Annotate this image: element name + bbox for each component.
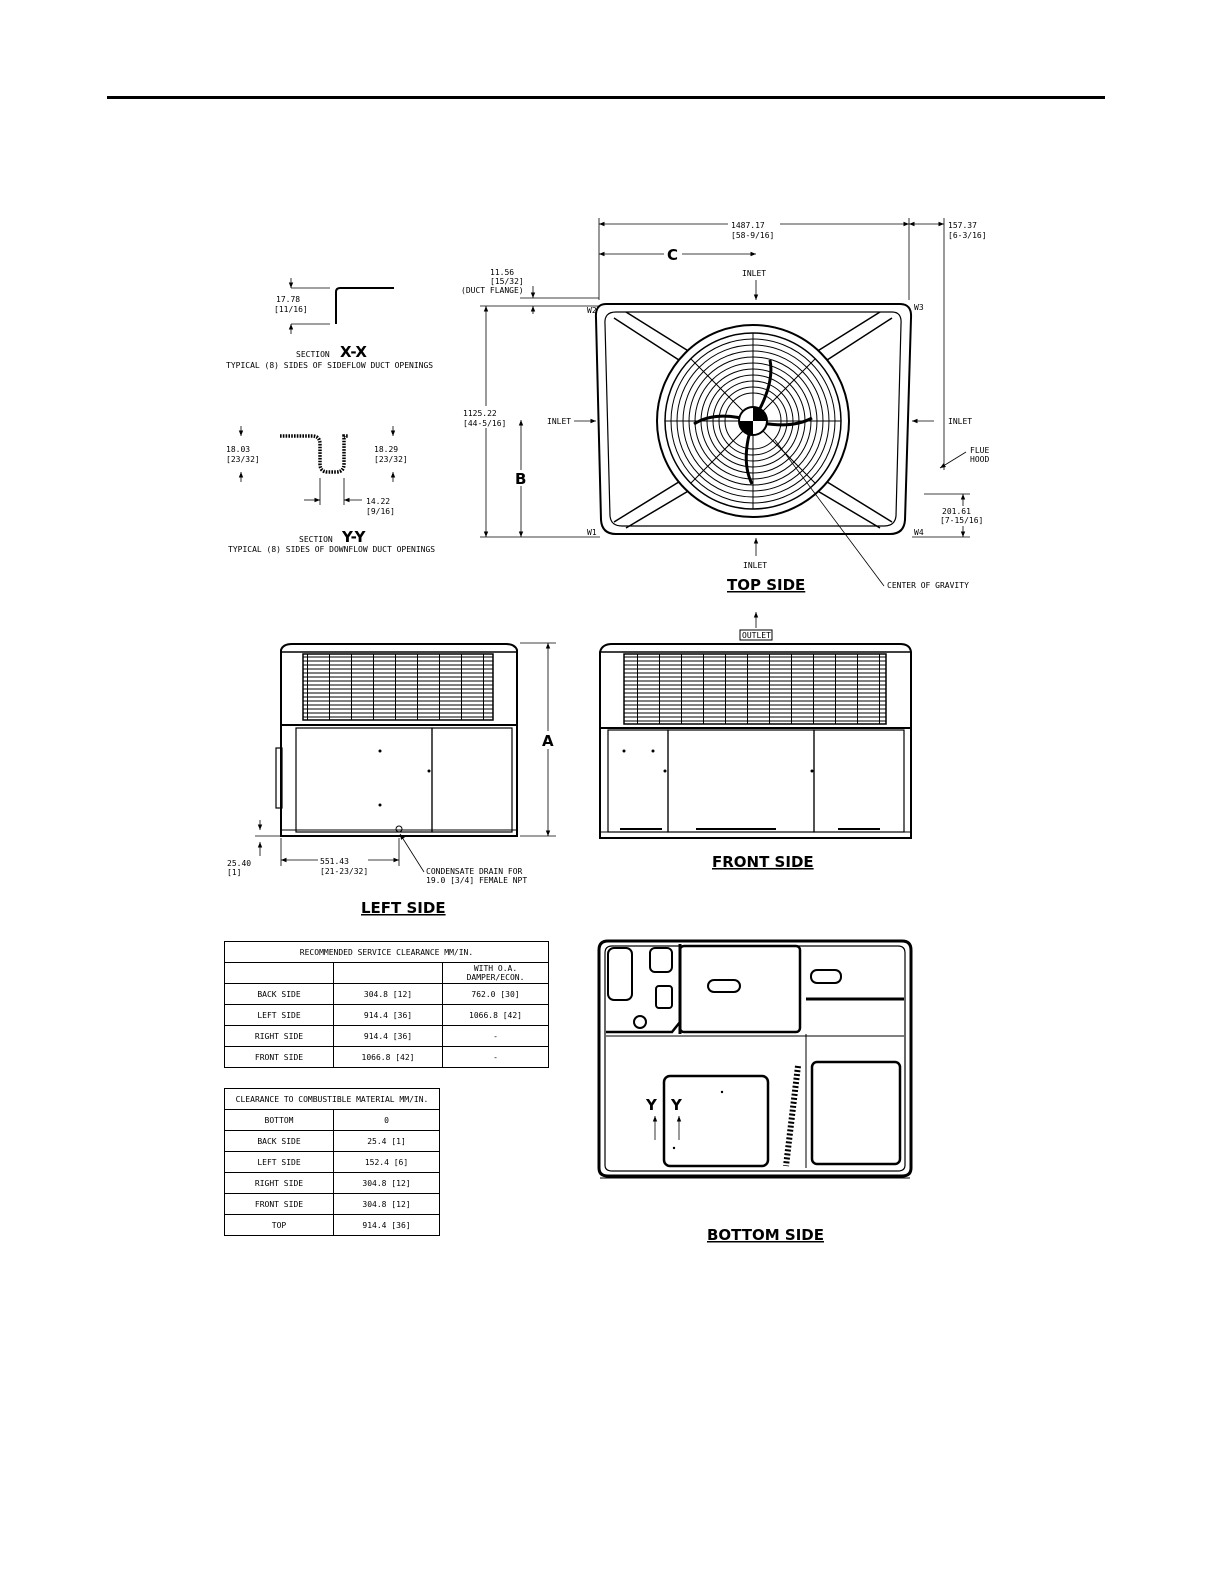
corner-w4: W4: [914, 528, 924, 537]
table-cell: 1066.8 [42]: [443, 1005, 549, 1026]
top-label-b: B: [515, 470, 527, 488]
center-of-gravity-label: CENTER OF GRAVITY: [887, 581, 969, 590]
top-right-in: [6-3/16]: [948, 231, 987, 240]
top-label-c: C: [667, 246, 679, 264]
yy-gap-in: [9/16]: [366, 507, 395, 516]
table-row: [225, 1152, 440, 1173]
table-row: [225, 1047, 549, 1068]
corner-w2: W2: [587, 306, 597, 315]
front-view-title: FRONT SIDE: [712, 853, 814, 871]
table-cell: 914.4 [36]: [334, 1026, 443, 1047]
top-width-mm: 1487.17: [731, 221, 765, 230]
duct-flange-note: (DUCT FLANGE): [461, 286, 524, 295]
outlet-label: OUTLET: [742, 631, 771, 640]
yy-left-mm: 18.03: [226, 445, 251, 454]
section-yy-detail: [226, 426, 435, 554]
yy-right-in: [23/32]: [374, 455, 408, 464]
top-width-in: [58-9/16]: [731, 231, 775, 240]
table-row: [225, 1194, 440, 1215]
flue-hood-1: FLUE: [970, 446, 990, 455]
table-row: [225, 1173, 440, 1194]
bottom-view: [599, 941, 911, 1244]
service-clearance-table: [224, 941, 549, 1068]
left-label-a: A: [542, 732, 554, 750]
table-cell: LEFT SIDE: [225, 1152, 334, 1173]
table-row: [225, 1005, 549, 1026]
left-view-title: LEFT SIDE: [361, 899, 446, 917]
drain-note-2: 19.0 [3/4] FEMALE NPT: [426, 876, 528, 885]
bottom-view-title: BOTTOM SIDE: [707, 1226, 824, 1244]
section-xx-detail: [226, 278, 433, 370]
table-cell: FRONT SIDE: [225, 1194, 334, 1215]
table-cell: 25.4 [1]: [334, 1131, 440, 1152]
table-row: [225, 984, 549, 1005]
combustible-clearance-table: [224, 1088, 440, 1236]
table-cell: 152.4 [6]: [334, 1152, 440, 1173]
drain-dist-in: [21-23/32]: [320, 867, 369, 876]
table-cell: 304.8 [12]: [334, 984, 443, 1005]
service-col-header: [225, 963, 334, 984]
table-cell: BACK SIDE: [225, 1131, 334, 1152]
front-view: [600, 612, 911, 871]
table-cell: 1066.8 [42]: [334, 1047, 443, 1068]
duct-flange-mm: 11.56: [490, 268, 515, 277]
table-cell: -: [443, 1026, 549, 1047]
drain-note-1: CONDENSATE DRAIN FOR: [426, 867, 523, 876]
yy-caption: TYPICAL (8) SIDES OF DOWNFLOW DUCT OPENINGS: [228, 545, 436, 554]
yy-gap-mm: 14.22: [366, 497, 391, 506]
table-row: [225, 1110, 440, 1131]
xx-dim-in: [11/16]: [274, 305, 308, 314]
base-dim-in: [1]: [227, 868, 242, 877]
yy-right-mm: 18.29: [374, 445, 399, 454]
table-cell: -: [443, 1047, 549, 1068]
drain-dist-mm: 551.43: [320, 857, 349, 866]
table-cell: 914.4 [36]: [334, 1215, 440, 1236]
yy-section-label: Y-Y: [342, 528, 366, 546]
service-col-header: [334, 963, 443, 984]
depth-mm: 1125.22: [463, 409, 497, 418]
bottom-y-right: Y: [671, 1096, 682, 1114]
table-cell: BACK SIDE: [225, 984, 334, 1005]
bottom-y-left: Y: [646, 1096, 657, 1114]
flue-offset-mm: 201.61: [942, 507, 971, 516]
corner-w1: W1: [587, 528, 597, 537]
table-row: [225, 1131, 440, 1152]
combustible-table-title: CLEARANCE TO COMBUSTIBLE MATERIAL MM/IN.: [225, 1089, 440, 1110]
table-cell: 304.8 [12]: [334, 1173, 440, 1194]
inlet-top: INLET: [742, 269, 767, 278]
depth-in: [44-5/16]: [463, 419, 507, 428]
table-cell: BOTTOM: [225, 1110, 334, 1131]
xx-section-word: SECTION: [296, 350, 330, 359]
base-dim-mm: 25.40: [227, 859, 252, 868]
inlet-right: INLET: [948, 417, 973, 426]
table-cell: RIGHT SIDE: [225, 1026, 334, 1047]
top-view: [461, 218, 989, 594]
inlet-bottom: INLET: [743, 561, 768, 570]
table-cell: 762.0 [30]: [443, 984, 549, 1005]
table-cell: 914.4 [36]: [334, 1005, 443, 1026]
yy-left-in: [23/32]: [226, 455, 260, 464]
duct-flange-in: [15/32]: [490, 277, 524, 286]
inlet-left: INLET: [547, 417, 572, 426]
table-cell: FRONT SIDE: [225, 1047, 334, 1068]
service-table-title: RECOMMENDED SERVICE CLEARANCE MM/IN.: [225, 942, 549, 963]
xx-caption: TYPICAL (8) SIDES OF SIDEFLOW DUCT OPENINGS: [226, 361, 434, 370]
flue-offset-in: [7-15/16]: [940, 516, 984, 525]
table-row: [225, 1215, 440, 1236]
table-cell: 0: [334, 1110, 440, 1131]
corner-w3: W3: [914, 303, 924, 312]
xx-dim-mm: 17.78: [276, 295, 301, 304]
top-view-title: TOP SIDE: [727, 576, 806, 594]
top-right-mm: 157.37: [948, 221, 977, 230]
yy-section-word: SECTION: [299, 535, 333, 544]
service-col-header: WITH O.A. DAMPER/ECON.: [443, 963, 549, 984]
table-row: [225, 1026, 549, 1047]
xx-section-label: X-X: [340, 343, 367, 361]
table-cell: 304.8 [12]: [334, 1194, 440, 1215]
left-view: [227, 643, 557, 917]
table-cell: TOP: [225, 1215, 334, 1236]
flue-hood-2: HOOD: [970, 455, 990, 464]
table-cell: LEFT SIDE: [225, 1005, 334, 1026]
table-cell: RIGHT SIDE: [225, 1173, 334, 1194]
